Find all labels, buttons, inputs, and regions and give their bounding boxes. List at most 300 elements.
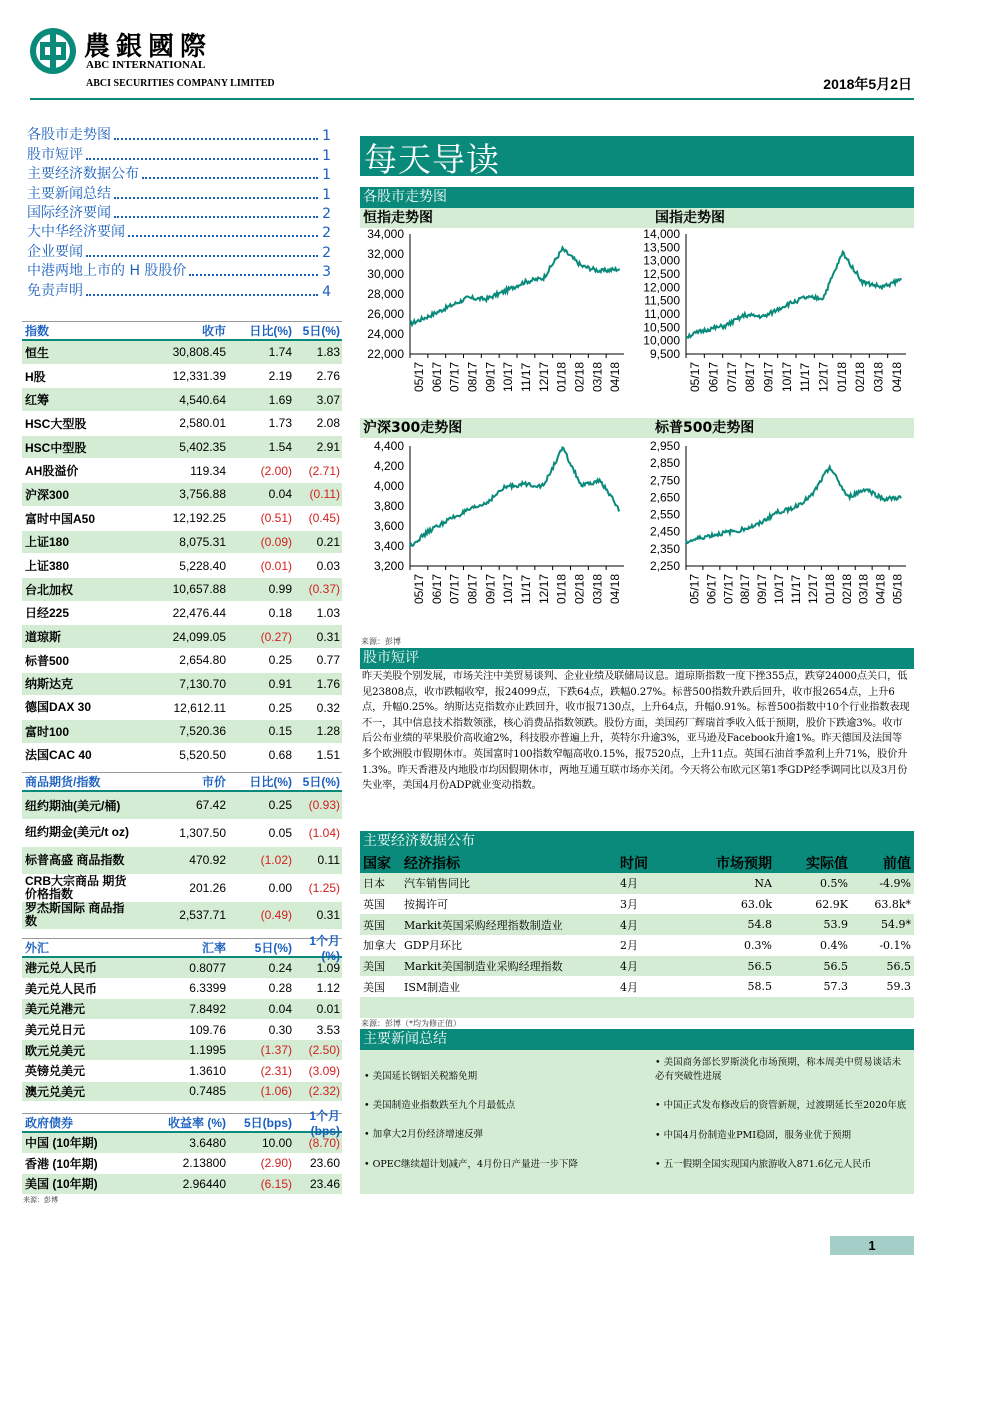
toc-label: 国际经济要闻 <box>27 204 111 221</box>
section-econ-data: 主要经济数据公布 <box>360 831 914 852</box>
x-tick-label: 08/17 <box>465 573 480 604</box>
toc-link[interactable] <box>27 241 331 260</box>
table-row <box>22 531 342 555</box>
table-row <box>22 1082 342 1103</box>
y-tick-label: 9,500 <box>649 347 680 361</box>
table-cell: 英镑兑美元 <box>25 1064 86 1079</box>
table-cell: 4月 <box>620 877 638 891</box>
table-cell: 美国 <box>363 980 385 994</box>
table-cell: 8,075.31 <box>179 534 226 549</box>
y-tick-label: 22,000 <box>367 347 404 361</box>
column-header: 市价 <box>201 775 226 789</box>
bonds-source: 来源：彭博 <box>23 1196 58 1204</box>
table-cell: 63.8k* <box>874 897 911 911</box>
x-tick-label: 10/17 <box>501 573 516 604</box>
column-header: 经济指标 <box>404 855 460 872</box>
chart-axis <box>410 234 624 354</box>
column-header: 5日(%) <box>254 941 292 955</box>
table-row <box>22 1061 342 1082</box>
y-tick-label: 10,000 <box>643 333 680 348</box>
column-header: 日比(%) <box>249 775 292 789</box>
x-tick-label: 09/17 <box>483 361 498 392</box>
news-item-text: 五一假期全国实现国内旅游收入871.6亿元人民币 <box>663 1158 872 1170</box>
table-row <box>22 673 342 697</box>
table-cell: HSC中型股 <box>25 440 87 455</box>
x-tick-label: 04/18 <box>608 361 623 392</box>
toc-leader <box>86 294 318 296</box>
table-cell: 0.31 <box>316 908 340 923</box>
news-item <box>655 1158 910 1172</box>
toc-leader <box>189 274 318 276</box>
column-header: 1个月(bps) <box>309 1109 340 1138</box>
table-row <box>22 625 342 649</box>
table-cell: 12,612.11 <box>173 700 226 715</box>
page-number: 1 <box>830 1236 914 1255</box>
x-tick-label: 10/17 <box>501 361 516 392</box>
table-cell: CRB大宗商品 期货价格指数 <box>25 873 127 901</box>
table-cell: 5,228.40 <box>179 558 226 573</box>
table-cell: 美国 <box>363 960 385 974</box>
table-cell: 2.08 <box>316 416 340 431</box>
bullet-icon: • <box>364 1158 373 1170</box>
table-cell: 标普500 <box>25 653 70 668</box>
table-cell: 道琼斯 <box>25 630 62 645</box>
table-cell: 5,520.50 <box>179 748 226 763</box>
table-row <box>22 412 342 436</box>
series-line <box>686 252 902 338</box>
table-cell: 0.5% <box>820 876 848 890</box>
toc-leader <box>114 197 318 199</box>
section-commentary: 股市短评 <box>360 648 914 669</box>
table-cell: 470.92 <box>189 853 226 868</box>
toc-link[interactable] <box>27 144 331 163</box>
table-cell: 0.32 <box>316 700 340 715</box>
x-tick-label: 09/17 <box>755 573 770 604</box>
table-row <box>22 578 342 602</box>
x-tick-label: 11/17 <box>789 574 803 604</box>
table-row <box>22 1133 342 1154</box>
table-cell: 日经225 <box>25 606 70 621</box>
column-header: 收益率 (%) <box>168 1116 226 1130</box>
table-cell: 63.0k <box>740 897 772 911</box>
indices-table <box>22 321 342 767</box>
table-row <box>22 979 342 1000</box>
table-cell: 119.34 <box>190 463 226 478</box>
chart-axis <box>686 234 906 354</box>
table-cell: 0.77 <box>316 653 340 668</box>
table-cell: 0.00 <box>268 880 292 895</box>
table-cell: 美元兑日元 <box>25 1023 86 1038</box>
table-cell: 中国 (10年期) <box>25 1136 98 1151</box>
table-cell: (2.31) <box>260 1063 292 1078</box>
column-header: 政府债券 <box>25 1116 74 1130</box>
table-row <box>22 875 342 903</box>
table-row <box>22 483 342 507</box>
x-tick-label: 03/18 <box>871 361 886 392</box>
table-cell: 4月 <box>620 980 638 994</box>
table-row <box>22 1020 342 1041</box>
column-header: 5日(bps) <box>243 1116 292 1130</box>
table-cell: (0.09) <box>260 534 292 549</box>
table-cell: 英国 <box>363 918 385 932</box>
bullet-icon: • <box>655 1158 664 1170</box>
table-row <box>22 820 342 848</box>
table-row <box>22 365 342 389</box>
brand-name-cn: 農銀國際 <box>84 32 213 62</box>
toc-link[interactable] <box>27 222 331 241</box>
x-tick-label: 02/18 <box>853 361 868 392</box>
table-cell: 法国CAC 40 <box>25 747 92 762</box>
table-cell: 2.91 <box>316 440 340 455</box>
y-tick-label: 2,550 <box>649 507 680 522</box>
x-tick-label: 02/18 <box>839 573 854 604</box>
x-tick-label: 02/18 <box>572 573 587 604</box>
table-cell: 6.3399 <box>189 981 226 996</box>
table-row <box>22 602 342 626</box>
table-cell: 1.28 <box>316 724 340 739</box>
x-tick-label: 05/17 <box>411 361 426 392</box>
commodities-table <box>22 772 342 930</box>
table-cell: 3月 <box>620 898 638 912</box>
column-header: 指数 <box>25 324 50 338</box>
news-item <box>364 1128 644 1142</box>
table-cell: ISM制造业 <box>404 980 461 994</box>
y-tick-label: 4,000 <box>373 479 404 493</box>
series-line <box>410 448 620 546</box>
table-header <box>22 321 342 341</box>
column-header: 5日(%) <box>302 324 340 338</box>
y-tick-label: 34,000 <box>367 228 404 241</box>
x-tick-label: 06/17 <box>704 573 719 604</box>
table-row <box>22 459 342 483</box>
table-cell: 罗杰斯国际 商品指数 <box>25 901 125 929</box>
table-cell: (0.37) <box>308 582 340 597</box>
table-cell: 加拿大 <box>363 939 396 953</box>
toc-label: 各股市走势图 <box>27 127 111 144</box>
x-tick-label: 03/18 <box>590 573 605 604</box>
table-cell: 5,402.35 <box>179 440 226 455</box>
table-cell: 0.01 <box>316 1001 340 1016</box>
column-header: 汇率 <box>201 941 226 955</box>
y-tick-label: 13,000 <box>643 253 680 268</box>
table-cell: 23.46 <box>309 1176 340 1191</box>
toc-page: 1 <box>322 128 331 145</box>
table-row <box>22 999 342 1020</box>
table-cell: 0.04 <box>268 1001 292 1016</box>
table-cell: 日本 <box>363 877 385 891</box>
report-date: 2018年5月2日 <box>823 76 912 92</box>
table-cell: 纽约期油(美元/桶) <box>25 798 121 813</box>
table-cell: 4月 <box>620 918 638 932</box>
x-tick-label: 06/17 <box>429 361 444 392</box>
table-cell: 富时中国A50 <box>25 511 96 526</box>
page-title: 每天导读 <box>364 140 500 179</box>
x-tick-label: 07/17 <box>447 573 462 604</box>
column-header: 商品期货/指数 <box>25 775 101 789</box>
table-cell: 1.83 <box>316 345 340 360</box>
column-header: 收市 <box>201 324 226 338</box>
table-cell: 美国 (10年期) <box>25 1177 98 1192</box>
table-row <box>22 1040 342 1061</box>
toc-leader <box>142 177 318 179</box>
toc-leader <box>86 158 318 160</box>
table-row <box>22 649 342 673</box>
toc-link[interactable] <box>27 261 331 280</box>
table-cell: 富时100 <box>25 724 70 739</box>
x-tick-label: 04/18 <box>873 573 888 604</box>
table-cell: 0.05 <box>268 825 292 840</box>
table-row <box>360 914 914 935</box>
y-tick-label: 2,650 <box>649 490 680 505</box>
table-cell: GDP月环比 <box>404 939 463 953</box>
table-cell: 54.9* <box>881 918 911 932</box>
table-cell: 1.73 <box>268 416 292 431</box>
news-item-text: 美国制造业指数跌至九个月最低点 <box>372 1100 516 1112</box>
table-cell: 0.28 <box>268 981 292 996</box>
toc-link[interactable] <box>27 203 331 222</box>
toc-label: 主要经济数据公布 <box>27 166 139 183</box>
table-cell: 沪深300 <box>25 487 70 502</box>
x-tick-label: 09/17 <box>761 361 776 392</box>
table-cell: (0.01) <box>260 558 292 573</box>
table-row <box>360 956 914 977</box>
toc-label: 大中华经济要闻 <box>27 224 125 241</box>
table-cell: 3.6480 <box>189 1135 226 1150</box>
table-cell: 0.8077 <box>189 960 226 975</box>
table-cell: 1.74 <box>268 345 292 360</box>
table-cell: 1.76 <box>316 676 340 691</box>
table-cell: 3.07 <box>316 392 340 407</box>
table-cell: 2,537.71 <box>179 908 226 923</box>
table-cell: (1.25) <box>308 880 340 895</box>
table-cell: 0.91 <box>268 676 292 691</box>
brand-company-name: ABCI SECURITIES COMPANY LIMITED <box>86 78 275 89</box>
table-cell: 10,657.88 <box>172 582 226 597</box>
table-cell: 0.15 <box>268 724 292 739</box>
table-cell: 台北加权 <box>25 582 74 597</box>
section-market-charts: 各股市走势图 <box>360 187 914 208</box>
x-tick-label: 01/18 <box>554 573 569 604</box>
table-cell: 2.13800 <box>182 1156 226 1171</box>
y-tick-label: 4,200 <box>373 459 404 473</box>
bullet-icon: • <box>364 1071 373 1082</box>
x-tick-label: 03/18 <box>590 361 605 392</box>
x-tick-label: 01/18 <box>834 361 849 392</box>
table-cell: 美元兑人民币 <box>25 981 98 996</box>
x-tick-label: 08/17 <box>465 361 480 392</box>
x-tick-label: 03/18 <box>856 573 871 604</box>
table-cell: 1.54 <box>268 440 292 455</box>
bonds-table <box>22 1109 342 1195</box>
table-cell: (1.37) <box>260 1043 292 1058</box>
table-cell: 3.53 <box>316 1022 340 1037</box>
table-cell: (1.06) <box>260 1084 292 1099</box>
toc-link[interactable] <box>27 125 331 144</box>
column-header: 外汇 <box>25 941 50 955</box>
table-cell: (0.27) <box>260 629 292 644</box>
table-cell: (0.51) <box>260 511 292 526</box>
chart-title-sp500: 标普500走势图 <box>655 420 755 436</box>
news-item-text: 加拿大2月份经济增速反弹 <box>372 1129 484 1141</box>
y-tick-label: 2,350 <box>649 541 680 556</box>
toc-label: 中港两地上市的 H 股股价 <box>27 263 187 280</box>
table-cell: -0.1% <box>879 938 911 952</box>
table-cell: 12,192.25 <box>172 511 226 526</box>
y-tick-label: 3,600 <box>373 519 404 533</box>
y-tick-label: 24,000 <box>367 327 404 341</box>
abc-logo-icon <box>28 26 78 76</box>
news-item-text: OPEC继续超计划减产，4月份日产量进一步下降 <box>372 1158 579 1170</box>
x-tick-label: 01/18 <box>554 361 569 392</box>
table-cell: 109.76 <box>189 1022 226 1037</box>
table-cell: 2,654.80 <box>179 653 226 668</box>
table-cell: 1.51 <box>316 748 340 763</box>
news-list-right <box>655 1056 910 1172</box>
fx-table <box>22 934 342 1102</box>
table-cell: 纳斯达克 <box>25 677 74 692</box>
table-row <box>22 1154 342 1175</box>
table-cell: HSC大型股 <box>25 416 87 431</box>
table-cell: (1.02) <box>260 853 292 868</box>
toc-page: 4 <box>322 283 331 300</box>
x-tick-label: 01/18 <box>822 573 837 604</box>
table-cell: 0.3% <box>744 938 772 952</box>
x-tick-label: 11/17 <box>518 362 533 392</box>
header-divider <box>30 98 914 100</box>
toc-link[interactable] <box>27 280 331 299</box>
table-cell: (0.11) <box>309 487 340 502</box>
table-cell: 59.3 <box>886 980 911 994</box>
table-row-empty <box>360 997 914 1018</box>
table-cell: 54.8 <box>747 918 772 932</box>
x-tick-label: 05/17 <box>687 573 702 604</box>
toc-page: 2 <box>322 205 331 222</box>
toc-leader <box>128 235 318 237</box>
market-commentary: 昨天美股个别发展，市场关注中美贸易谈判、企业业绩及联储局议息。道琼斯指数一度下挫355点，跌穿24000点关口，低见23808点，收市跌幅收窄，报24099点，下跌64点，跌幅0.27%。标普500指数升跌后回升，收市报2654点，上升6点，升幅0.25%。纳斯达克指数亦止跌回升，收市报7130点，上升64点，升幅0.91%。标普500指数中10个行业指数表现不一，其中信息技术指数领涨，核心消费品指数领跌。股份方面，美国药厂辉瑞首季收入低于预期，股价下跌逾3%。收市后公布业绩的苹果股价高收逾2%，科技股亦普遍上升，英特尔升逾3%，亚马逊及Facebook升逾1%。昨天德国及法国等多个欧洲股市假期休市。英国富时100指数窄幅高收0.15%，报7520点，上升11点。英国石油首季盈利上升71%，股价升1.3%。昨天香港及内地股市均因假期休市，两地互通互联市场亦关闭。今天将公布欧元区第1季GDP经季调同比以及3月份失业率，美国4月份ADP就业变动指数。 <box>362 671 910 792</box>
toc-leader <box>86 255 318 257</box>
y-tick-label: 2,750 <box>649 473 680 488</box>
table-row <box>22 388 342 412</box>
x-tick-label: 10/17 <box>779 361 794 392</box>
x-tick-label: 10/17 <box>772 573 787 604</box>
news-item <box>364 1070 644 1084</box>
news-item-text: 美国商务部长罗斯淡化市场预期，称本周美中贸易谈话未必有突破性进展 <box>655 1057 902 1083</box>
table-cell: (8.70) <box>308 1135 340 1150</box>
x-tick-label: 05/17 <box>688 361 703 392</box>
toc-page: 1 <box>322 167 331 184</box>
y-tick-label: 2,250 <box>649 559 680 573</box>
x-tick-label: 07/17 <box>447 361 462 392</box>
table-cell: 67.42 <box>195 798 226 813</box>
toc-label: 免责声明 <box>27 282 83 299</box>
y-tick-label: 14,000 <box>643 228 680 241</box>
table-cell: 0.18 <box>268 605 292 620</box>
section-news: 主要新闻总结 <box>360 1029 914 1050</box>
x-tick-label: 12/17 <box>536 361 551 392</box>
table-cell: 24,099.05 <box>172 629 226 644</box>
table-cell: 1,307.50 <box>179 825 226 840</box>
table-header <box>22 1109 342 1138</box>
x-tick-label: 11/17 <box>798 362 813 392</box>
sp500-chart <box>636 440 912 630</box>
table-row <box>22 554 342 578</box>
table-cell: 10.00 <box>261 1135 292 1150</box>
x-tick-label: 06/17 <box>706 361 721 392</box>
y-tick-label: 3,400 <box>373 539 404 553</box>
table-cell: 0.11 <box>317 853 340 868</box>
table-cell: 0.25 <box>268 700 292 715</box>
table-row <box>360 935 914 956</box>
column-header: 5日(%) <box>302 775 340 789</box>
x-tick-label: 11/17 <box>518 574 533 604</box>
table-cell: 欧元兑美元 <box>25 1043 86 1058</box>
table-cell: (3.09) <box>308 1063 340 1078</box>
toc-link[interactable] <box>27 164 331 183</box>
series-line <box>410 248 620 326</box>
news-item <box>655 1056 910 1084</box>
table-cell: H股 <box>25 369 46 384</box>
table-cell: (1.04) <box>308 825 340 840</box>
y-tick-label: 2,450 <box>649 524 680 539</box>
table-cell: 2.76 <box>316 369 340 384</box>
table-cell: 1.1995 <box>189 1043 226 1058</box>
table-row <box>22 507 342 531</box>
table-cell: 0.21 <box>316 534 340 549</box>
table-cell: 56.5 <box>823 959 848 973</box>
x-tick-label: 07/17 <box>724 361 739 392</box>
table-cell: 0.4% <box>820 938 848 952</box>
table-header <box>22 934 342 963</box>
econ-data-table <box>360 852 914 1018</box>
table-cell: 0.31 <box>316 629 340 644</box>
y-tick-label: 3,800 <box>373 499 404 513</box>
toc-label: 主要新闻总结 <box>27 185 111 202</box>
x-tick-label: 12/17 <box>805 573 820 604</box>
table-cell: 2.96440 <box>182 1176 226 1191</box>
csi300-chart <box>360 440 630 630</box>
y-tick-label: 11,000 <box>644 307 680 321</box>
chart-source: 来源：彭博 <box>361 637 401 646</box>
table-cell: NA <box>754 876 772 890</box>
y-tick-label: 26,000 <box>367 307 404 321</box>
toc-link[interactable] <box>27 183 331 202</box>
y-tick-label: 4,400 <box>373 440 404 453</box>
table-cell: 0.25 <box>268 653 292 668</box>
table-cell: 香港 (10年期) <box>25 1156 98 1171</box>
table-cell: Markit英国采购经理指数制造业 <box>404 918 563 932</box>
x-tick-label: 02/18 <box>572 361 587 392</box>
y-tick-label: 12,000 <box>643 280 680 295</box>
x-tick-label: 08/17 <box>743 361 758 392</box>
x-tick-label: 12/17 <box>536 573 551 604</box>
table-cell: 7,520.36 <box>179 724 226 739</box>
table-cell: 7.8492 <box>189 1001 226 1016</box>
table-cell: AH股溢价 <box>25 464 79 479</box>
chart-title-hscei: 国指走势图 <box>655 210 725 226</box>
table-cell: 0.25 <box>268 798 292 813</box>
table-cell: 上证180 <box>25 535 70 550</box>
table-cell: 56.5 <box>886 959 911 973</box>
y-tick-label: 12,500 <box>643 267 680 281</box>
table-row <box>22 436 342 460</box>
y-tick-label: 2,950 <box>649 440 680 453</box>
column-header: 1个月(%) <box>309 934 340 963</box>
table-cell: 美元兑港元 <box>25 1002 86 1017</box>
table-cell: (0.45) <box>308 511 340 526</box>
news-item <box>364 1099 644 1113</box>
news-item-text: 中国正式发布修改后的资管新规，过渡期延长至2020年底 <box>663 1100 907 1112</box>
toc-page: 2 <box>322 244 331 261</box>
